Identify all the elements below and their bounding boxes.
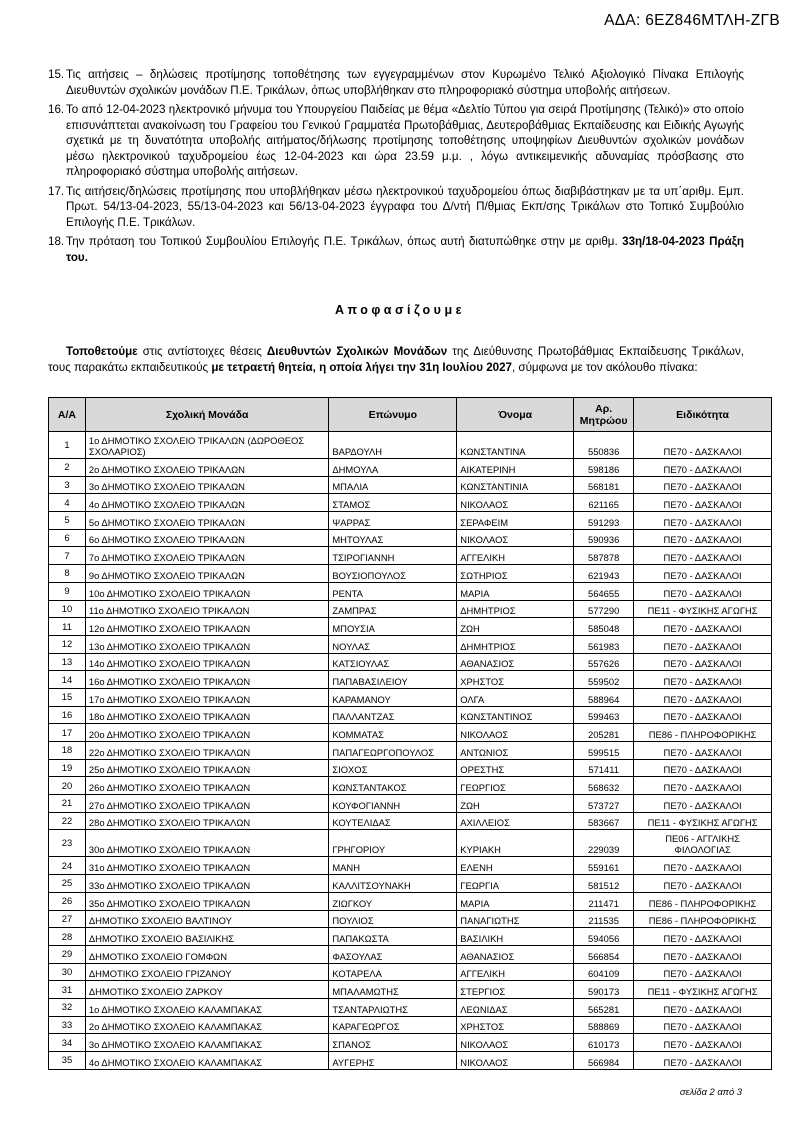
table-row	[49, 795, 772, 813]
registry-number: 591293	[574, 512, 634, 530]
table-row	[49, 476, 772, 494]
registry-number: 568181	[574, 476, 634, 494]
row-aa: 10	[49, 600, 86, 618]
school-name: 27ο ΔΗΜΟΤΙΚΟ ΣΧΟΛΕΙΟ ΤΡΙΚΑΛΩΝ	[85, 795, 328, 813]
school-name: ΔΗΜΟΤΙΚΟ ΣΧΟΛΕΙΟ ΓΟΜΦΩΝ	[85, 945, 328, 963]
school-name: 6ο ΔΗΜΟΤΙΚΟ ΣΧΟΛΕΙΟ ΤΡΙΚΑΛΩΝ	[85, 529, 328, 547]
specialty: ΠΕ70 - ΔΑΣΚΑΛΟΙ	[634, 688, 772, 706]
header-specialty: Ειδικότητα	[634, 398, 772, 432]
row-aa: 3	[49, 476, 86, 494]
specialty: ΠΕ11 - ΦΥΣΙΚΗΣ ΑΓΩΓΗΣ	[634, 812, 772, 830]
header-registry-number: Αρ. Μητρώου	[574, 398, 634, 432]
registry-number: 550836	[574, 432, 634, 459]
table-row	[49, 742, 772, 760]
specialty: ΠΕ70 - ΔΑΣΚΑΛΟΙ	[634, 512, 772, 530]
school-name: 2ο ΔΗΜΟΤΙΚΟ ΣΧΟΛΕΙΟ ΚΑΛΑΜΠΑΚΑΣ	[85, 1016, 328, 1034]
surname: ΑΥΓΕΡΗΣ	[329, 1052, 457, 1070]
registry-number: 583667	[574, 812, 634, 830]
specialty: ΠΕ70 - ΔΑΣΚΑΛΟΙ	[634, 582, 772, 600]
registry-number: 573727	[574, 795, 634, 813]
specialty: ΠΕ70 - ΔΑΣΚΑΛΟΙ	[634, 529, 772, 547]
first-name: ΝΙΚΟΛΑΟΣ	[457, 494, 574, 512]
row-aa: 11	[49, 618, 86, 636]
decision-heading: Αποφασίζουμε	[334, 303, 466, 317]
table-row	[49, 635, 772, 653]
school-name: 12ο ΔΗΜΟΤΙΚΟ ΣΧΟΛΕΙΟ ΤΡΙΚΑΛΩΝ	[85, 618, 328, 636]
school-name: 1ο ΔΗΜΟΤΙΚΟ ΣΧΟΛΕΙΟ ΤΡΙΚΑΛΩΝ (ΔΩΡΟΘΕΟΣ ΣΧΟΛΑΡΙΟΣ)	[85, 432, 328, 459]
first-name: ΠΑΝΑΓΙΩΤΗΣ	[457, 910, 574, 928]
surname: ΜΠΑΛΙΑ	[329, 476, 457, 494]
school-name: ΔΗΜΟΤΙΚΟ ΣΧΟΛΕΙΟ ΓΡΙΖΑΝΟΥ	[85, 963, 328, 981]
first-name: ΛΕΩΝΙΔΑΣ	[457, 998, 574, 1016]
school-name: 13ο ΔΗΜΟΤΙΚΟ ΣΧΟΛΕΙΟ ΤΡΙΚΑΛΩΝ	[85, 635, 328, 653]
row-aa: 1	[49, 432, 86, 459]
registry-number: 571411	[574, 759, 634, 777]
intro-text-2: της Διεύθυνσης Πρωτοβάθμιας Εκπαίδευσης Τρικάλων, τους παρακάτω εκπαιδευτικούς	[48, 345, 744, 374]
specialty: ΠΕ86 - ΠΛΗΡΟΦΟΡΙΚΗΣ	[634, 910, 772, 928]
specialty: ΠΕ70 - ΔΑΣΚΑΛΟΙ	[634, 1052, 772, 1070]
specialty: ΠΕ70 - ΔΑΣΚΑΛΟΙ	[634, 857, 772, 875]
registry-number: 585048	[574, 618, 634, 636]
school-name: 20ο ΔΗΜΟΤΙΚΟ ΣΧΟΛΕΙΟ ΤΡΙΚΑΛΩΝ	[85, 724, 328, 742]
school-name: 5ο ΔΗΜΟΤΙΚΟ ΣΧΟΛΕΙΟ ΤΡΙΚΑΛΩΝ	[85, 512, 328, 530]
specialty: ΠΕ70 - ΔΑΣΚΑΛΟΙ	[634, 928, 772, 946]
row-aa: 20	[49, 777, 86, 795]
surname: ΚΑΤΣΙΟΥΛΑΣ	[329, 653, 457, 671]
first-name: ΚΩΝΣΤΑΝΤΙΝΙΑ	[457, 476, 574, 494]
registry-number: 229039	[574, 830, 634, 857]
table-row	[49, 706, 772, 724]
surname: ΤΣΑΝΤΑΡΛΙΩΤΗΣ	[329, 998, 457, 1016]
table-row	[49, 963, 772, 981]
list-item	[48, 184, 744, 231]
specialty: ΠΕ70 - ΔΑΣΚΑΛΟΙ	[634, 742, 772, 760]
registry-number: 557626	[574, 653, 634, 671]
school-name: 35ο ΔΗΜΟΤΙΚΟ ΣΧΟΛΕΙΟ ΤΡΙΚΑΛΩΝ	[85, 892, 328, 910]
first-name: ΔΗΜΗΤΡΙΟΣ	[457, 600, 574, 618]
specialty: ΠΕ70 - ΔΑΣΚΑΛΟΙ	[634, 547, 772, 565]
surname: ΒΑΡΔΟΥΛΗ	[329, 432, 457, 459]
specialty: ΠΕ06 - ΑΓΓΛΙΚΗΣ ΦΙΛΟΛΟΓΙΑΣ	[634, 830, 772, 857]
row-aa: 9	[49, 582, 86, 600]
first-name: ΝΙΚΟΛΑΟΣ	[457, 1052, 574, 1070]
specialty: ΠΕ86 - ΠΛΗΡΟΦΟΡΙΚΗΣ	[634, 724, 772, 742]
header-name: Όνομα	[457, 398, 574, 432]
first-name: ΑΧΙΛΛΕΙΟΣ	[457, 812, 574, 830]
first-name: ΚΩΝΣΤΑΝΤΙΝΟΣ	[457, 706, 574, 724]
first-name: ΓΕΩΡΓΙΟΣ	[457, 777, 574, 795]
item-number: 18.	[48, 235, 65, 248]
school-name: ΔΗΜΟΤΙΚΟ ΣΧΟΛΕΙΟ ΖΑΡΚΟΥ	[85, 981, 328, 999]
table-row	[49, 688, 772, 706]
registry-number: 561983	[574, 635, 634, 653]
ada-code: ΑΔΑ: 6ΕΖ846ΜΤΛΗ-ΖΓΒ	[604, 12, 780, 29]
table-row	[49, 981, 772, 999]
school-name: 3ο ΔΗΜΟΤΙΚΟ ΣΧΟΛΕΙΟ ΚΑΛΑΜΠΑΚΑΣ	[85, 1034, 328, 1052]
first-name: ΖΩΗ	[457, 795, 574, 813]
first-name: ΟΡΕΣΤΗΣ	[457, 759, 574, 777]
registry-number: 566984	[574, 1052, 634, 1070]
table-row	[49, 875, 772, 893]
first-name: ΣΕΡΑΦΕΙΜ	[457, 512, 574, 530]
row-aa: 34	[49, 1034, 86, 1052]
row-aa: 12	[49, 635, 86, 653]
header-surname: Επώνυμο	[329, 398, 457, 432]
surname: ΣΙΟΧΟΣ	[329, 759, 457, 777]
first-name: ΣΤΕΡΓΙΟΣ	[457, 981, 574, 999]
table-header-row	[49, 398, 772, 432]
row-aa: 19	[49, 759, 86, 777]
school-name: 18ο ΔΗΜΟΤΙΚΟ ΣΧΟΛΕΙΟ ΤΡΙΚΑΛΩΝ	[85, 706, 328, 724]
registry-number: 581512	[574, 875, 634, 893]
registry-number: 621943	[574, 565, 634, 583]
surname: ΣΠΑΝΟΣ	[329, 1034, 457, 1052]
surname: ΨΑΡΡΑΣ	[329, 512, 457, 530]
row-aa: 2	[49, 459, 86, 477]
table-row	[49, 1034, 772, 1052]
table-row	[49, 459, 772, 477]
surname: ΒΟΥΣΙΟΠΟΥΛΟΣ	[329, 565, 457, 583]
item-text-bold: 33η/18-04-2023 Πράξη του	[66, 235, 744, 264]
school-name: 11ο ΔΗΜΟΤΙΚΟ ΣΧΟΛΕΙΟ ΤΡΙΚΑΛΩΝ	[85, 600, 328, 618]
specialty: ΠΕ70 - ΔΑΣΚΑΛΟΙ	[634, 476, 772, 494]
first-name: ΧΡΗΣΤΟΣ	[457, 671, 574, 689]
first-name: ΜΑΡΙΑ	[457, 892, 574, 910]
table-row	[49, 600, 772, 618]
school-name: 3ο ΔΗΜΟΤΙΚΟ ΣΧΟΛΕΙΟ ΤΡΙΚΑΛΩΝ	[85, 476, 328, 494]
row-aa: 8	[49, 565, 86, 583]
specialty: ΠΕ70 - ΔΑΣΚΑΛΟΙ	[634, 565, 772, 583]
item-text-plain: Την πρόταση του Τοπικού Συμβουλίου Επιλογής Π.Ε. Τρικάλων, όπως αυτή διατυπώθηκε στην με αριθμ.	[66, 235, 623, 248]
registry-number: 590173	[574, 981, 634, 999]
surname: ΜΑΝΗ	[329, 857, 457, 875]
specialty: ΠΕ70 - ΔΑΣΚΑΛΟΙ	[634, 432, 772, 459]
school-name: 22ο ΔΗΜΟΤΙΚΟ ΣΧΟΛΕΙΟ ΤΡΙΚΑΛΩΝ	[85, 742, 328, 760]
specialty: ΠΕ70 - ΔΑΣΚΑΛΟΙ	[634, 618, 772, 636]
specialty: ΠΕ70 - ΔΑΣΚΑΛΟΙ	[634, 1034, 772, 1052]
row-aa: 32	[49, 998, 86, 1016]
table-row	[49, 857, 772, 875]
table-row	[49, 494, 772, 512]
school-name: ΔΗΜΟΤΙΚΟ ΣΧΟΛΕΙΟ ΒΑΣΙΛΙΚΗΣ	[85, 928, 328, 946]
registry-number: 564655	[574, 582, 634, 600]
school-name: 30ο ΔΗΜΟΤΙΚΟ ΣΧΟΛΕΙΟ ΤΡΙΚΑΛΩΝ	[85, 830, 328, 857]
first-name: ΔΗΜΗΤΡΙΟΣ	[457, 635, 574, 653]
registry-number: 621165	[574, 494, 634, 512]
first-name: ΟΛΓΑ	[457, 688, 574, 706]
table-row	[49, 759, 772, 777]
school-name: 31ο ΔΗΜΟΤΙΚΟ ΣΧΟΛΕΙΟ ΤΡΙΚΑΛΩΝ	[85, 857, 328, 875]
registry-number: 587878	[574, 547, 634, 565]
first-name: ΑΙΚΑΤΕΡΙΝΗ	[457, 459, 574, 477]
registry-number: 599463	[574, 706, 634, 724]
row-aa: 15	[49, 688, 86, 706]
specialty: ΠΕ70 - ΔΑΣΚΑΛΟΙ	[634, 671, 772, 689]
table-row	[49, 653, 772, 671]
table-row	[49, 945, 772, 963]
item-text-end: .	[84, 250, 88, 264]
header-aa: Α/Α	[49, 398, 86, 432]
table-row	[49, 812, 772, 830]
school-name: 17ο ΔΗΜΟΤΙΚΟ ΣΧΟΛΕΙΟ ΤΡΙΚΑΛΩΝ	[85, 688, 328, 706]
registry-number: 610173	[574, 1034, 634, 1052]
specialty: ΠΕ70 - ΔΑΣΚΑΛΟΙ	[634, 1016, 772, 1034]
specialty: ΠΕ70 - ΔΑΣΚΑΛΟΙ	[634, 963, 772, 981]
school-name: 7ο ΔΗΜΟΤΙΚΟ ΣΧΟΛΕΙΟ ΤΡΙΚΑΛΩΝ	[85, 547, 328, 565]
registry-number: 598186	[574, 459, 634, 477]
surname: ΜΗΤΟΥΛΑΣ	[329, 529, 457, 547]
table-row	[49, 671, 772, 689]
table-row	[49, 1016, 772, 1034]
first-name: ΧΡΗΣΤΟΣ	[457, 1016, 574, 1034]
row-aa: 35	[49, 1052, 86, 1070]
row-aa: 22	[49, 812, 86, 830]
row-aa: 23	[49, 830, 86, 857]
specialty: ΠΕ70 - ΔΑΣΚΑΛΟΙ	[634, 653, 772, 671]
row-aa: 27	[49, 910, 86, 928]
table-row	[49, 892, 772, 910]
specialty: ΠΕ11 - ΦΥΣΙΚΗΣ ΑΓΩΓΗΣ	[634, 981, 772, 999]
specialty: ΠΕ70 - ΔΑΣΚΑΛΟΙ	[634, 945, 772, 963]
first-name: ΑΓΓΕΛΙΚΗ	[457, 547, 574, 565]
table-row	[49, 777, 772, 795]
intro-text-1: στις αντίστοιχες θέσεις	[137, 345, 267, 358]
item-text: Τις αιτήσεις/δηλώσεις προτίμησης που υποβλήθηκαν μέσω ηλεκτρονικού ταχυδρομείου όπως διαβιβάστηκαν με τα υπ΄αριθμ. Εμπ. Πρωτ. 54/13-04-2023, 55/13-04-2023 και 56/13-04-2023 έγγραφα του Δ/ντή Π/θμιας Εκπ/σης Τρικάλων στο Τοπικό Συμβούλιο Επιλογής Π.Ε. Τρικάλων.	[66, 184, 744, 229]
specialty: ΠΕ86 - ΠΛΗΡΟΦΟΡΙΚΗΣ	[634, 892, 772, 910]
table-row	[49, 529, 772, 547]
first-name: ΑΝΤΩΝΙΟΣ	[457, 742, 574, 760]
table-row	[49, 582, 772, 600]
surname: ΓΡΗΓΟΡΙΟΥ	[329, 830, 457, 857]
row-aa: 16	[49, 706, 86, 724]
item-number: 15.	[48, 68, 65, 81]
table-row	[49, 512, 772, 530]
registry-number: 566854	[574, 945, 634, 963]
specialty: ΠΕ70 - ΔΑΣΚΑΛΟΙ	[634, 635, 772, 653]
placements-table	[48, 397, 772, 1070]
school-name: 9ο ΔΗΜΟΤΙΚΟ ΣΧΟΛΕΙΟ ΤΡΙΚΑΛΩΝ	[85, 565, 328, 583]
surname: ΚΑΡΑΓΕΩΡΓΟΣ	[329, 1016, 457, 1034]
considerations-list	[48, 67, 744, 269]
first-name: ΜΑΡΙΑ	[457, 582, 574, 600]
row-aa: 31	[49, 981, 86, 999]
row-aa: 7	[49, 547, 86, 565]
item-number: 16.	[48, 103, 65, 116]
school-name: 16ο ΔΗΜΟΤΙΚΟ ΣΧΟΛΕΙΟ ΤΡΙΚΑΛΩΝ	[85, 671, 328, 689]
registry-number: 211471	[574, 892, 634, 910]
table-row	[49, 724, 772, 742]
surname: ΚΑΛΛΙΤΣΟΥΝΑΚΗ	[329, 875, 457, 893]
surname: ΚΟΜΜΑΤΑΣ	[329, 724, 457, 742]
surname: ΔΗΜΟΥΛΑ	[329, 459, 457, 477]
list-item	[48, 234, 744, 265]
registry-number: 568632	[574, 777, 634, 795]
row-aa: 25	[49, 875, 86, 893]
table-row	[49, 1052, 772, 1070]
registry-number: 577290	[574, 600, 634, 618]
surname: ΦΑΣΟΥΛΑΣ	[329, 945, 457, 963]
row-aa: 33	[49, 1016, 86, 1034]
intro-bold-3: με τετραετή θητεία, η οποία λήγει την 31η Ιουλίου 2027	[211, 361, 512, 374]
specialty: ΠΕ70 - ΔΑΣΚΑΛΟΙ	[634, 759, 772, 777]
table-row	[49, 547, 772, 565]
page-number: σελίδα 2 από 3	[679, 1086, 742, 1097]
row-aa: 28	[49, 928, 86, 946]
first-name: ΑΘΑΝΑΣΙΟΣ	[457, 653, 574, 671]
table-row	[49, 910, 772, 928]
registry-number: 599515	[574, 742, 634, 760]
registry-number: 588869	[574, 1016, 634, 1034]
table-row	[49, 830, 772, 857]
first-name: ΓΕΩΡΓΙΑ	[457, 875, 574, 893]
surname: ΚΟΥΤΕΛΙΔΑΣ	[329, 812, 457, 830]
surname: ΜΠΟΥΣΙΑ	[329, 618, 457, 636]
row-aa: 26	[49, 892, 86, 910]
specialty: ΠΕ70 - ΔΑΣΚΑΛΟΙ	[634, 459, 772, 477]
first-name: ΝΙΚΟΛΑΟΣ	[457, 724, 574, 742]
first-name: ΚΩΝΣΤΑΝΤΙΝΑ	[457, 432, 574, 459]
registry-number: 590936	[574, 529, 634, 547]
school-name: 1ο ΔΗΜΟΤΙΚΟ ΣΧΟΛΕΙΟ ΚΑΛΑΜΠΑΚΑΣ	[85, 998, 328, 1016]
registry-number: 211535	[574, 910, 634, 928]
surname: ΚΟΥΦΟΓΙΑΝΝΗ	[329, 795, 457, 813]
row-aa: 4	[49, 494, 86, 512]
row-aa: 5	[49, 512, 86, 530]
row-aa: 24	[49, 857, 86, 875]
item-text: Το από 12-04-2023 ηλεκτρονικό μήνυμα του Υπουργείου Παιδείας με θέμα «Δελτίο Τύπου για σειρά Προτίμησης (Τελικό)» στο οποίο επισυνάπτεται ανακοίνωση του Γραφείου του Γενικού Γραμματέα Πρωτοβάθμιας, Δευτεροβάθμιας Εκπαίδευσης και Ειδικής Αγωγής σχετικά με τη δυνατότητα υποβολής αιτήματος/δήλωσης προτίμησης τοποθέτησης υποψηφίων Διευθυντών σχολικών μονάδων μέσω ηλεκτρονικού ταχυδρομείου έως 12-04-2023 και ώρα 23.59 μ.μ. , λόγω αντικειμενικής αδυναμίας πρόσβασης στο πληροφοριακό σύστημα υποβολής αιτήσεων.	[66, 103, 744, 178]
surname: ΣΤΑΜΟΣ	[329, 494, 457, 512]
surname: ΚΟΤΑΡΕΛΑ	[329, 963, 457, 981]
first-name: ΣΩΤΗΡΙΟΣ	[457, 565, 574, 583]
surname: ΖΙΩΓΚΟΥ	[329, 892, 457, 910]
specialty: ΠΕ70 - ΔΑΣΚΑΛΟΙ	[634, 795, 772, 813]
first-name: ΝΙΚΟΛΑΟΣ	[457, 529, 574, 547]
school-name: 4ο ΔΗΜΟΤΙΚΟ ΣΧΟΛΕΙΟ ΚΑΛΑΜΠΑΚΑΣ	[85, 1052, 328, 1070]
intro-bold-1: Τοποθετούμε	[66, 345, 138, 358]
first-name: ΝΙΚΟΛΑΟΣ	[457, 1034, 574, 1052]
list-item	[48, 102, 744, 180]
list-item	[48, 67, 744, 98]
school-name: 25ο ΔΗΜΟΤΙΚΟ ΣΧΟΛΕΙΟ ΤΡΙΚΑΛΩΝ	[85, 759, 328, 777]
item-text: Τις αιτήσεις – δηλώσεις προτίμησης τοποθέτησης των εγγεγραμμένων στον Κυρωμένο Τελικό Αξιολογικό Πίνακα Επιλογής Διευθυντών σχολικών μονάδων Π.Ε. Τρικάλων, όπως υποβλήθηκαν στο πληροφοριακό σύστημα υποβολής αιτήσεων.	[66, 68, 744, 97]
registry-number: 588964	[574, 688, 634, 706]
first-name: ΒΑΣΙΛΙΚΗ	[457, 928, 574, 946]
table-row	[49, 998, 772, 1016]
specialty: ΠΕ70 - ΔΑΣΚΑΛΟΙ	[634, 998, 772, 1016]
row-aa: 6	[49, 529, 86, 547]
surname: ΤΣΙΡΟΓΙΑΝΝΗ	[329, 547, 457, 565]
registry-number: 604109	[574, 963, 634, 981]
table-row	[49, 928, 772, 946]
row-aa: 21	[49, 795, 86, 813]
specialty: ΠΕ70 - ΔΑΣΚΑΛΟΙ	[634, 494, 772, 512]
header-school: Σχολική Μονάδα	[85, 398, 328, 432]
specialty: ΠΕ70 - ΔΑΣΚΑΛΟΙ	[634, 875, 772, 893]
school-name: 10ο ΔΗΜΟΤΙΚΟ ΣΧΟΛΕΙΟ ΤΡΙΚΑΛΩΝ	[85, 582, 328, 600]
row-aa: 18	[49, 742, 86, 760]
surname: ΚΩΝΣΤΑΝΤΑΚΟΣ	[329, 777, 457, 795]
surname: ΠΑΛΛΑΝΤΖΑΣ	[329, 706, 457, 724]
specialty: ΠΕ70 - ΔΑΣΚΑΛΟΙ	[634, 706, 772, 724]
row-aa: 17	[49, 724, 86, 742]
registry-number: 205281	[574, 724, 634, 742]
surname: ΖΑΜΠΡΑΣ	[329, 600, 457, 618]
row-aa: 29	[49, 945, 86, 963]
surname: ΜΠΑΛΑΜΩΤΗΣ	[329, 981, 457, 999]
first-name: ΑΘΑΝΑΣΙΟΣ	[457, 945, 574, 963]
specialty: ΠΕ11 - ΦΥΣΙΚΗΣ ΑΓΩΓΗΣ	[634, 600, 772, 618]
school-name: 4ο ΔΗΜΟΤΙΚΟ ΣΧΟΛΕΙΟ ΤΡΙΚΑΛΩΝ	[85, 494, 328, 512]
surname: ΚΑΡΑΜΑΝΟΥ	[329, 688, 457, 706]
registry-number: 559161	[574, 857, 634, 875]
table-body	[49, 432, 772, 1070]
first-name: ΕΛΕΝΗ	[457, 857, 574, 875]
registry-number: 594056	[574, 928, 634, 946]
table-row	[49, 565, 772, 583]
intro-paragraph	[48, 344, 744, 376]
school-name: 33ο ΔΗΜΟΤΙΚΟ ΣΧΟΛΕΙΟ ΤΡΙΚΑΛΩΝ	[85, 875, 328, 893]
surname: ΠΑΠΑΒΑΣΙΛΕΙΟΥ	[329, 671, 457, 689]
item-text	[66, 234, 744, 265]
surname: ΡΕΝΤΑ	[329, 582, 457, 600]
item-number: 17.	[48, 184, 65, 198]
surname: ΠΑΠΑΚΩΣΤΑ	[329, 928, 457, 946]
table-row	[49, 432, 772, 459]
registry-number: 565281	[574, 998, 634, 1016]
school-name: 14ο ΔΗΜΟΤΙΚΟ ΣΧΟΛΕΙΟ ΤΡΙΚΑΛΩΝ	[85, 653, 328, 671]
row-aa: 14	[49, 671, 86, 689]
row-aa: 30	[49, 963, 86, 981]
surname: ΝΟΥΛΑΣ	[329, 635, 457, 653]
row-aa: 13	[49, 653, 86, 671]
first-name: ΚΥΡΙΑΚΗ	[457, 830, 574, 857]
first-name: ΑΓΓΕΛΙΚΗ	[457, 963, 574, 981]
specialty: ΠΕ70 - ΔΑΣΚΑΛΟΙ	[634, 777, 772, 795]
school-name: ΔΗΜΟΤΙΚΟ ΣΧΟΛΕΙΟ ΒΑΛΤΙΝΟΥ	[85, 910, 328, 928]
table-row	[49, 618, 772, 636]
school-name: 28ο ΔΗΜΟΤΙΚΟ ΣΧΟΛΕΙΟ ΤΡΙΚΑΛΩΝ	[85, 812, 328, 830]
school-name: 26ο ΔΗΜΟΤΙΚΟ ΣΧΟΛΕΙΟ ΤΡΙΚΑΛΩΝ	[85, 777, 328, 795]
intro-text-3: , σύμφωνα με τον ακόλουθο πίνακα:	[511, 361, 698, 374]
surname: ΠΟΥΛΙΟΣ	[329, 910, 457, 928]
surname: ΠΑΠΑΓΕΩΡΓΟΠΟΥΛΟΣ	[329, 742, 457, 760]
school-name: 2ο ΔΗΜΟΤΙΚΟ ΣΧΟΛΕΙΟ ΤΡΙΚΑΛΩΝ	[85, 459, 328, 477]
registry-number: 559502	[574, 671, 634, 689]
first-name: ΖΩΗ	[457, 618, 574, 636]
intro-bold-2: Διευθυντών Σχολικών Μονάδων	[266, 345, 448, 358]
